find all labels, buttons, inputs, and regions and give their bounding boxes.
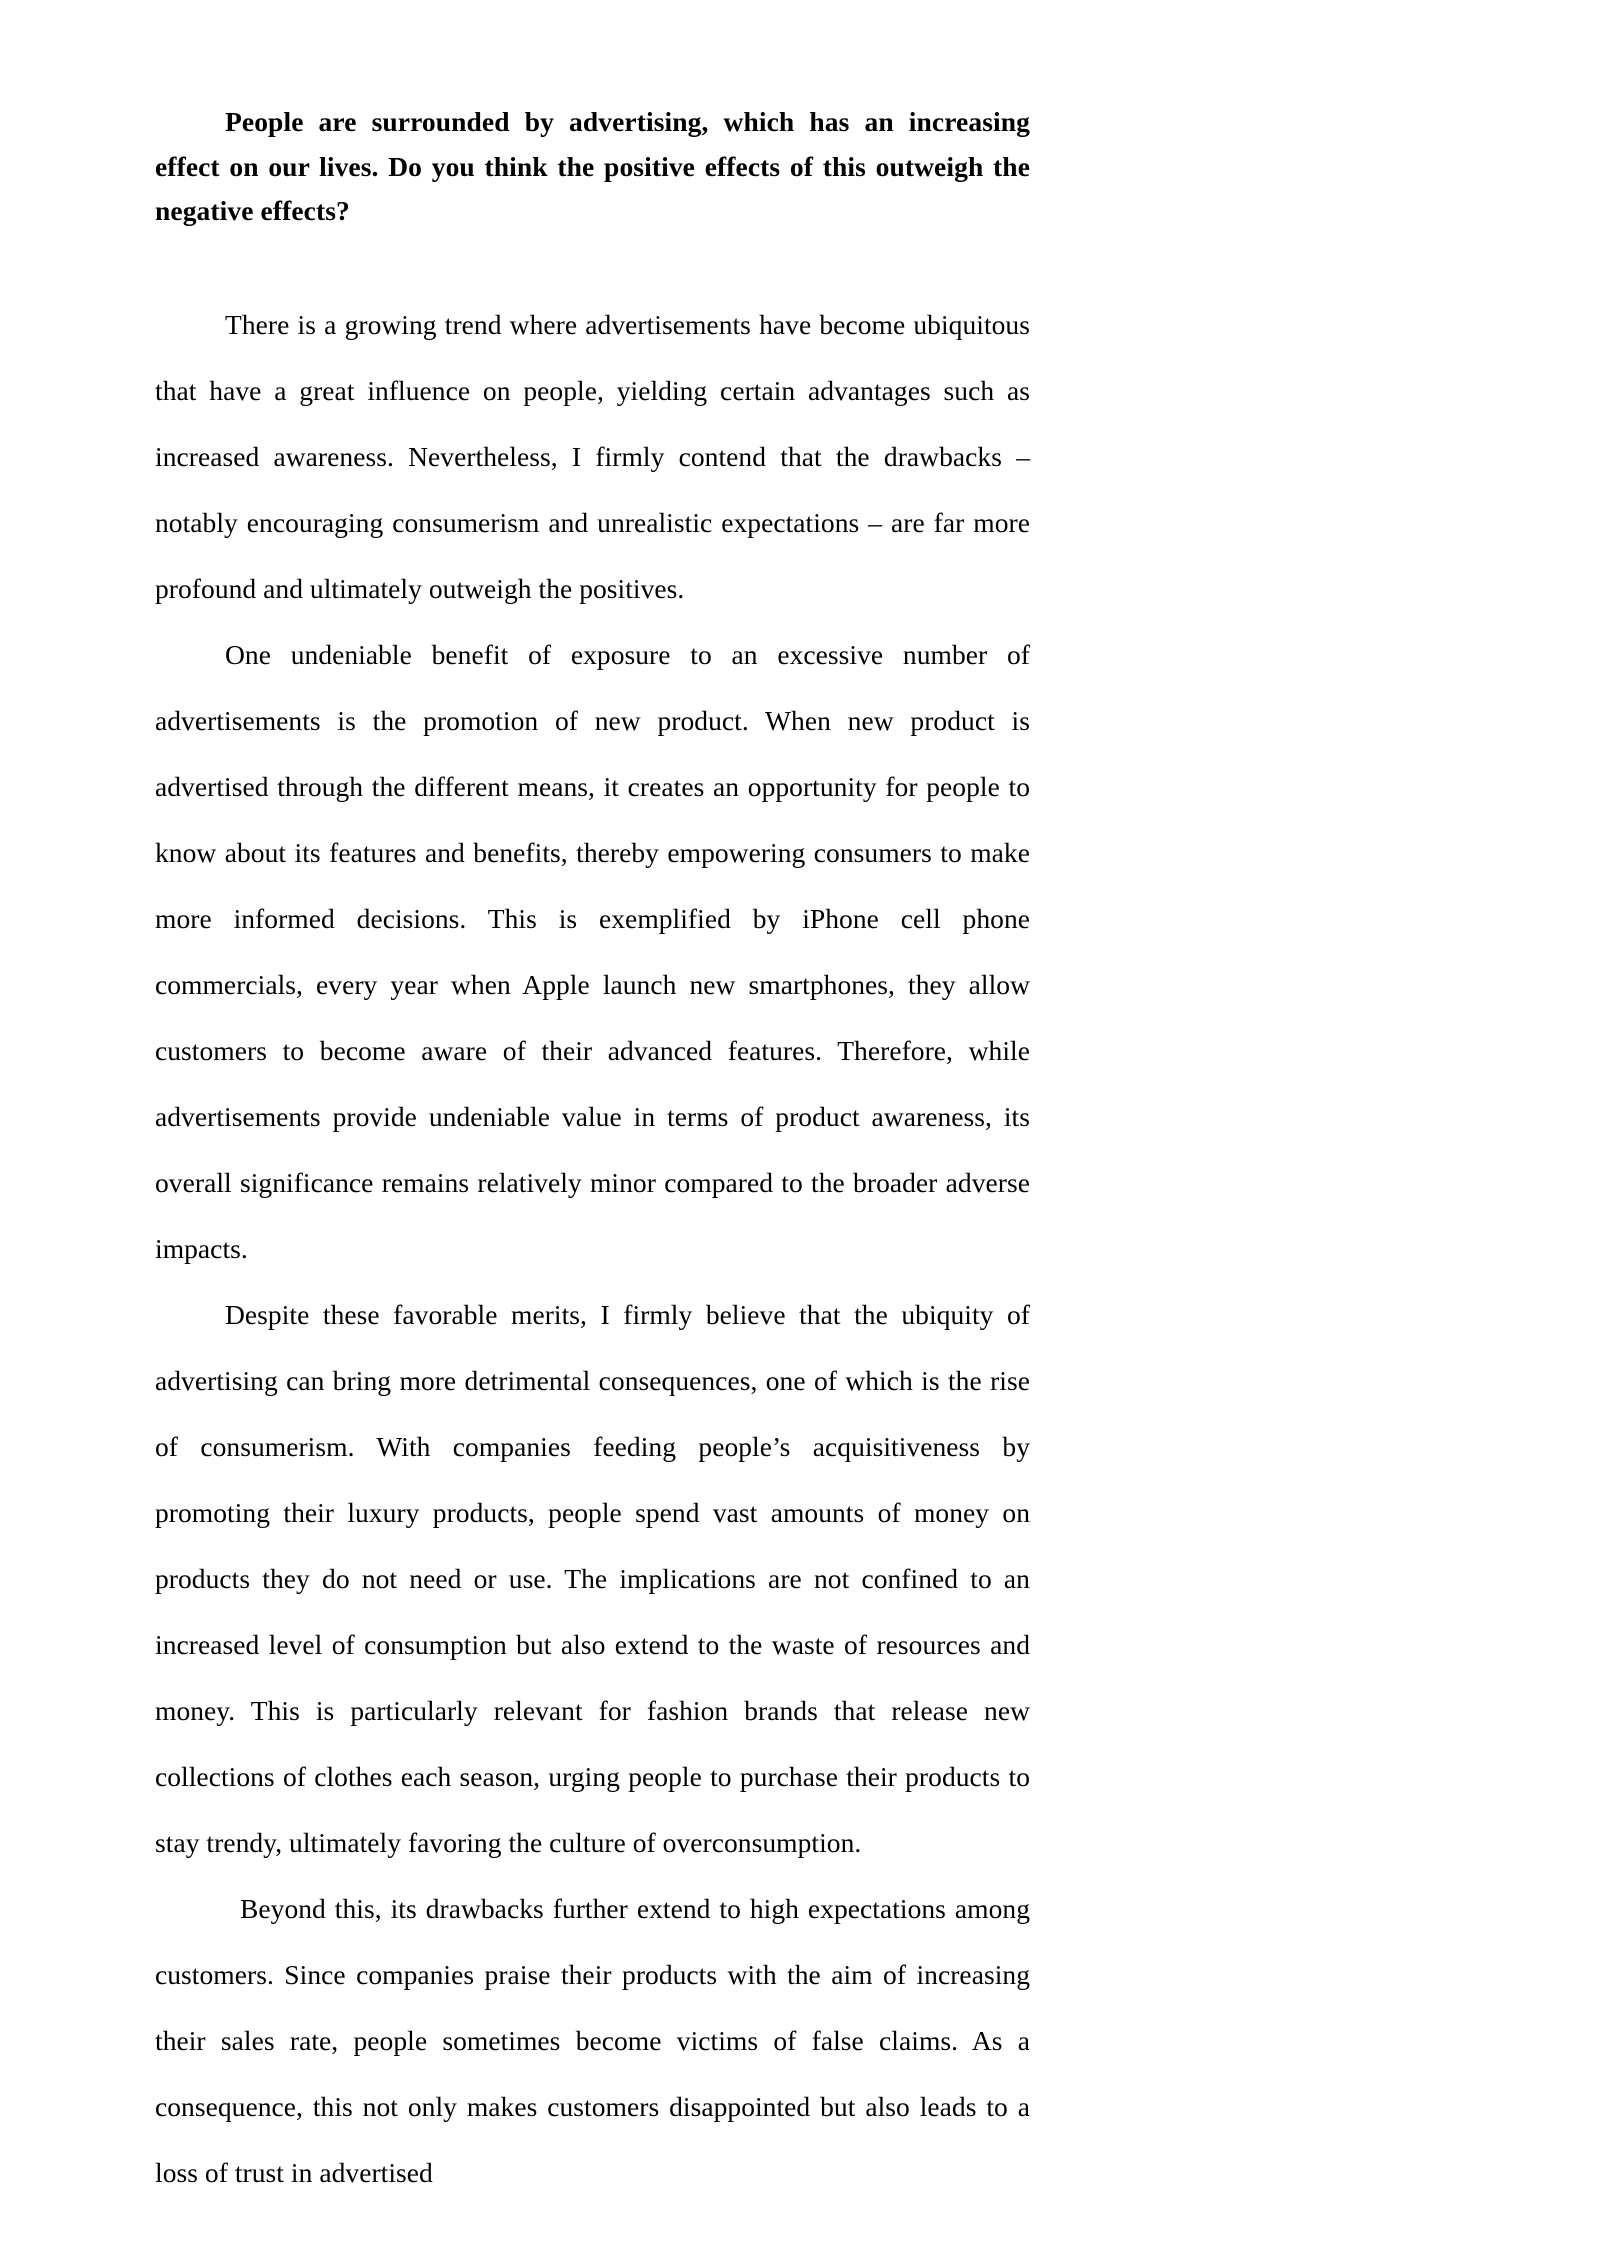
document-content <box>155 100 1030 2206</box>
title-body-spacer <box>155 234 1030 292</box>
paragraph-body-one: One undeniable benefit of exposure to an excessive number of advertisements is the promotion of new product. When new product is advertised through the different means, it creates an opportunity for people to know about its features and benefits, thereby empowering consumers to make more informed decisions. This is exemplified by iPhone cell phone commercials, every year when Apple launch new smartphones, they allow customers to become aware of their advanced features. Therefore, while advertisements provide undeniable value in terms of product awareness, its overall significance remains relatively minor compared to the broader adverse impacts. <box>155 638 1030 1264</box>
paragraph-body-two: Despite these favorable merits, I firmly believe that the ubiquity of advertising can bring more detrimental consequences, one of which is the rise of consumerism. With companies feeding people’s acquisitiveness by promoting their luxury products, people spend vast amounts of money on products they do not need or use. The implications are not confined to an increased level of consumption but also extend to the waste of resources and money. This is particularly relevant for fashion brands that release new collections of clothes each season, urging people to purchase their products to stay trendy, ultimately favoring the culture of overconsumption. <box>155 1298 1030 1858</box>
essay-prompt-title: People are surrounded by advertising, which has an increasing effect on our lives. Do you think the positive effects of this outweigh the negative effects? <box>155 106 1030 226</box>
paragraph-body-three: Beyond this, its drawbacks further extend to high expectations among customers. Since companies praise their products with the aim of increasing their sales rate, people sometimes become victims of false claims. As a consequence, this not only makes customers disappointed but also leads to a loss of trust in advertised <box>155 1892 1030 2188</box>
paragraph-intro: There is a growing trend where advertisements have become ubiquitous that have a great influence on people, yielding certain advantages such as increased awareness. Nevertheless, I firmly contend that the drawbacks – notably encouraging consumerism and unrealistic expectations – are far more profound and ultimately outweigh the positives. <box>155 308 1030 604</box>
